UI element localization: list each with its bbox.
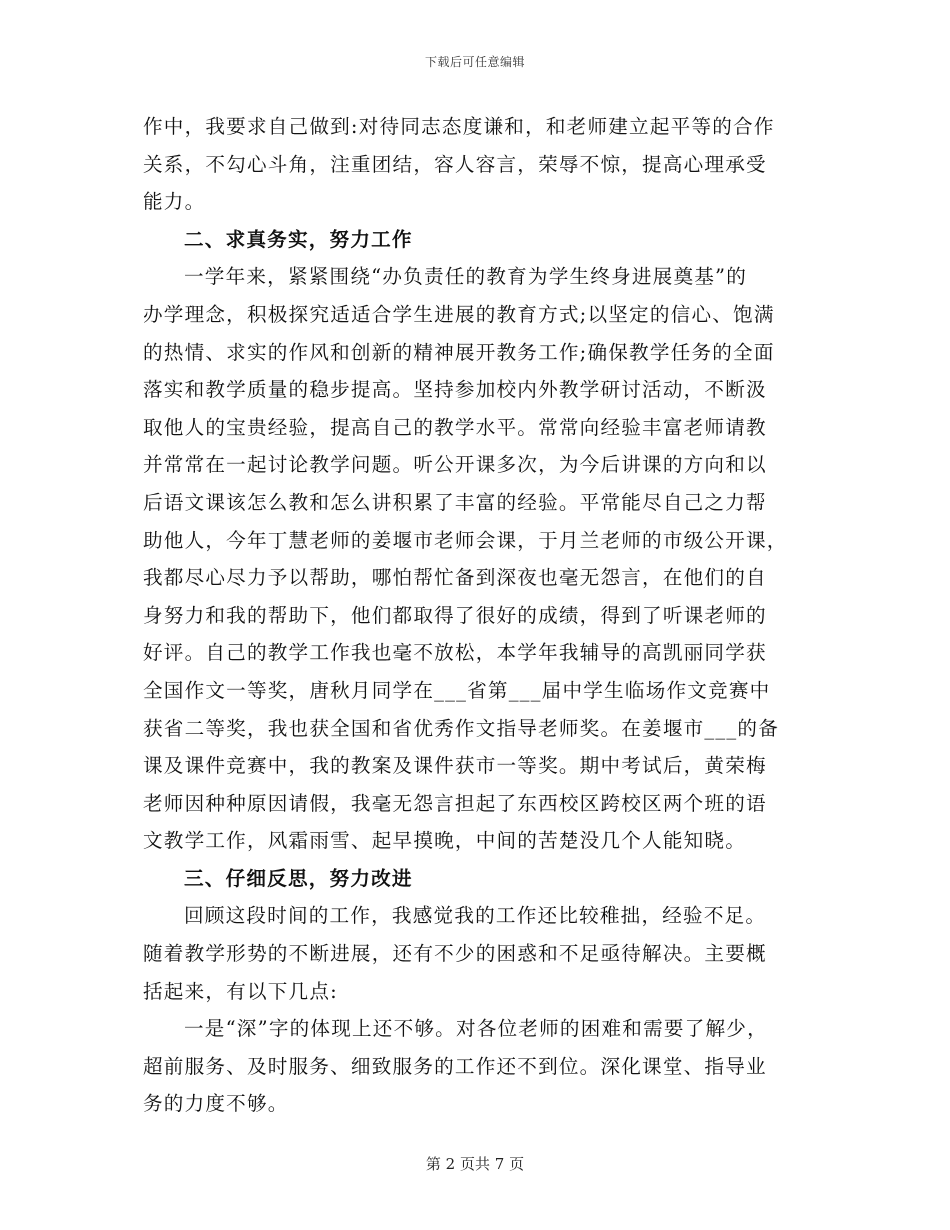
document-body xyxy=(143,108,800,1123)
paragraph-line: 务的力度不够。 xyxy=(143,1092,289,1116)
paragraph-line: 取他人的宝贵经验，提高自己的教学水平。常常向经验丰富老师请教 xyxy=(143,415,767,439)
paragraph-line: 身努力和我的帮助下，他们都取得了很好的成绩，得到了听课老师的 xyxy=(143,603,767,627)
paragraph-line: 能力。 xyxy=(143,190,206,214)
paragraph-line: 一学年来，紧紧围绕“办负责任的教育为学生终身进展奠基”的 xyxy=(184,265,748,289)
paragraph-line: 的热情、求实的作风和创新的精神展开教务工作;确保教学任务的全面 xyxy=(143,340,775,364)
paragraph-line: 落实和教学质量的稳步提高。坚持参加校内外教学研讨活动，不断汲 xyxy=(143,378,767,402)
paragraph-line: 作中，我要求自己做到:对待同志态度谦和，和老师建立起平等的合作 xyxy=(143,115,775,138)
paragraph-line: 获省二等奖，我也获全国和省优秀作文指导老师奖。在姜堰市___的备 xyxy=(143,716,780,740)
paragraph-line: 文教学工作，风霜雨雪、起早摸晚，中间的苦楚没几个人能知晓。 xyxy=(143,829,747,853)
paragraph-line: 并常常在一起讨论教学问题。听公开课多次，为今后讲课的方向和以 xyxy=(143,453,767,477)
paragraph-line: 好评。自己的教学工作我也毫不放松，本学年我辅导的高凯丽同学获 xyxy=(143,641,767,665)
paragraph-line: 后语文课该怎么教和怎么讲积累了丰富的经验。平常能尽自己之力帮 xyxy=(143,490,767,514)
paragraph-line: 我都尽心尽力予以帮助，哪怕帮忙备到深夜也毫无怨言，在他们的自 xyxy=(143,566,767,590)
paragraph-line: 超前服务、及时服务、细致服务的工作还不到位。深化课堂、指导业 xyxy=(143,1054,767,1078)
page-header: 下载后可任意编辑 xyxy=(424,55,525,69)
page-number: 第 2 页共 7 页 xyxy=(425,1155,525,1173)
section-heading-2: 二、求真务实，努力工作 xyxy=(184,227,413,251)
paragraph-line: 全国作文一等奖，唐秋月同学在___省第___届中学生临场作文竞赛中 xyxy=(143,678,771,702)
paragraph-line: 助他人，今年丁慧老师的姜堰市老师会课，于月兰老师的市级公开课， xyxy=(143,528,788,552)
paragraph-line: 回顾这段时间的工作，我感觉我的工作还比较稚拙，经验不足。 xyxy=(184,904,767,928)
paragraph-line: 括起来，有以下几点: xyxy=(143,979,338,1003)
paragraph-line: 老师因种种原因请假，我毫无怨言担起了东西校区跨校区两个班的语 xyxy=(143,791,767,815)
paragraph-line: 关系，不勾心斗角，注重团结，容人容言，荣辱不惊，提高心理承受 xyxy=(143,152,767,176)
section-heading-3: 三、仔细反思，努力改进 xyxy=(184,866,413,890)
paragraph-line: 一是“深”字的体现上还不够。对各位老师的困难和需要了解少， xyxy=(184,1017,768,1041)
paragraph-line: 课及课件竞赛中，我的教案及课件获市一等奖。期中考试后，黄荣梅 xyxy=(143,754,767,778)
paragraph-line: 办学理念，积极探究适适合学生进展的教育方式;以坚定的信心、饱满 xyxy=(143,302,775,326)
paragraph-line: 随着教学形势的不断进展，还有不少的困惑和不足亟待解决。主要概 xyxy=(143,942,767,966)
